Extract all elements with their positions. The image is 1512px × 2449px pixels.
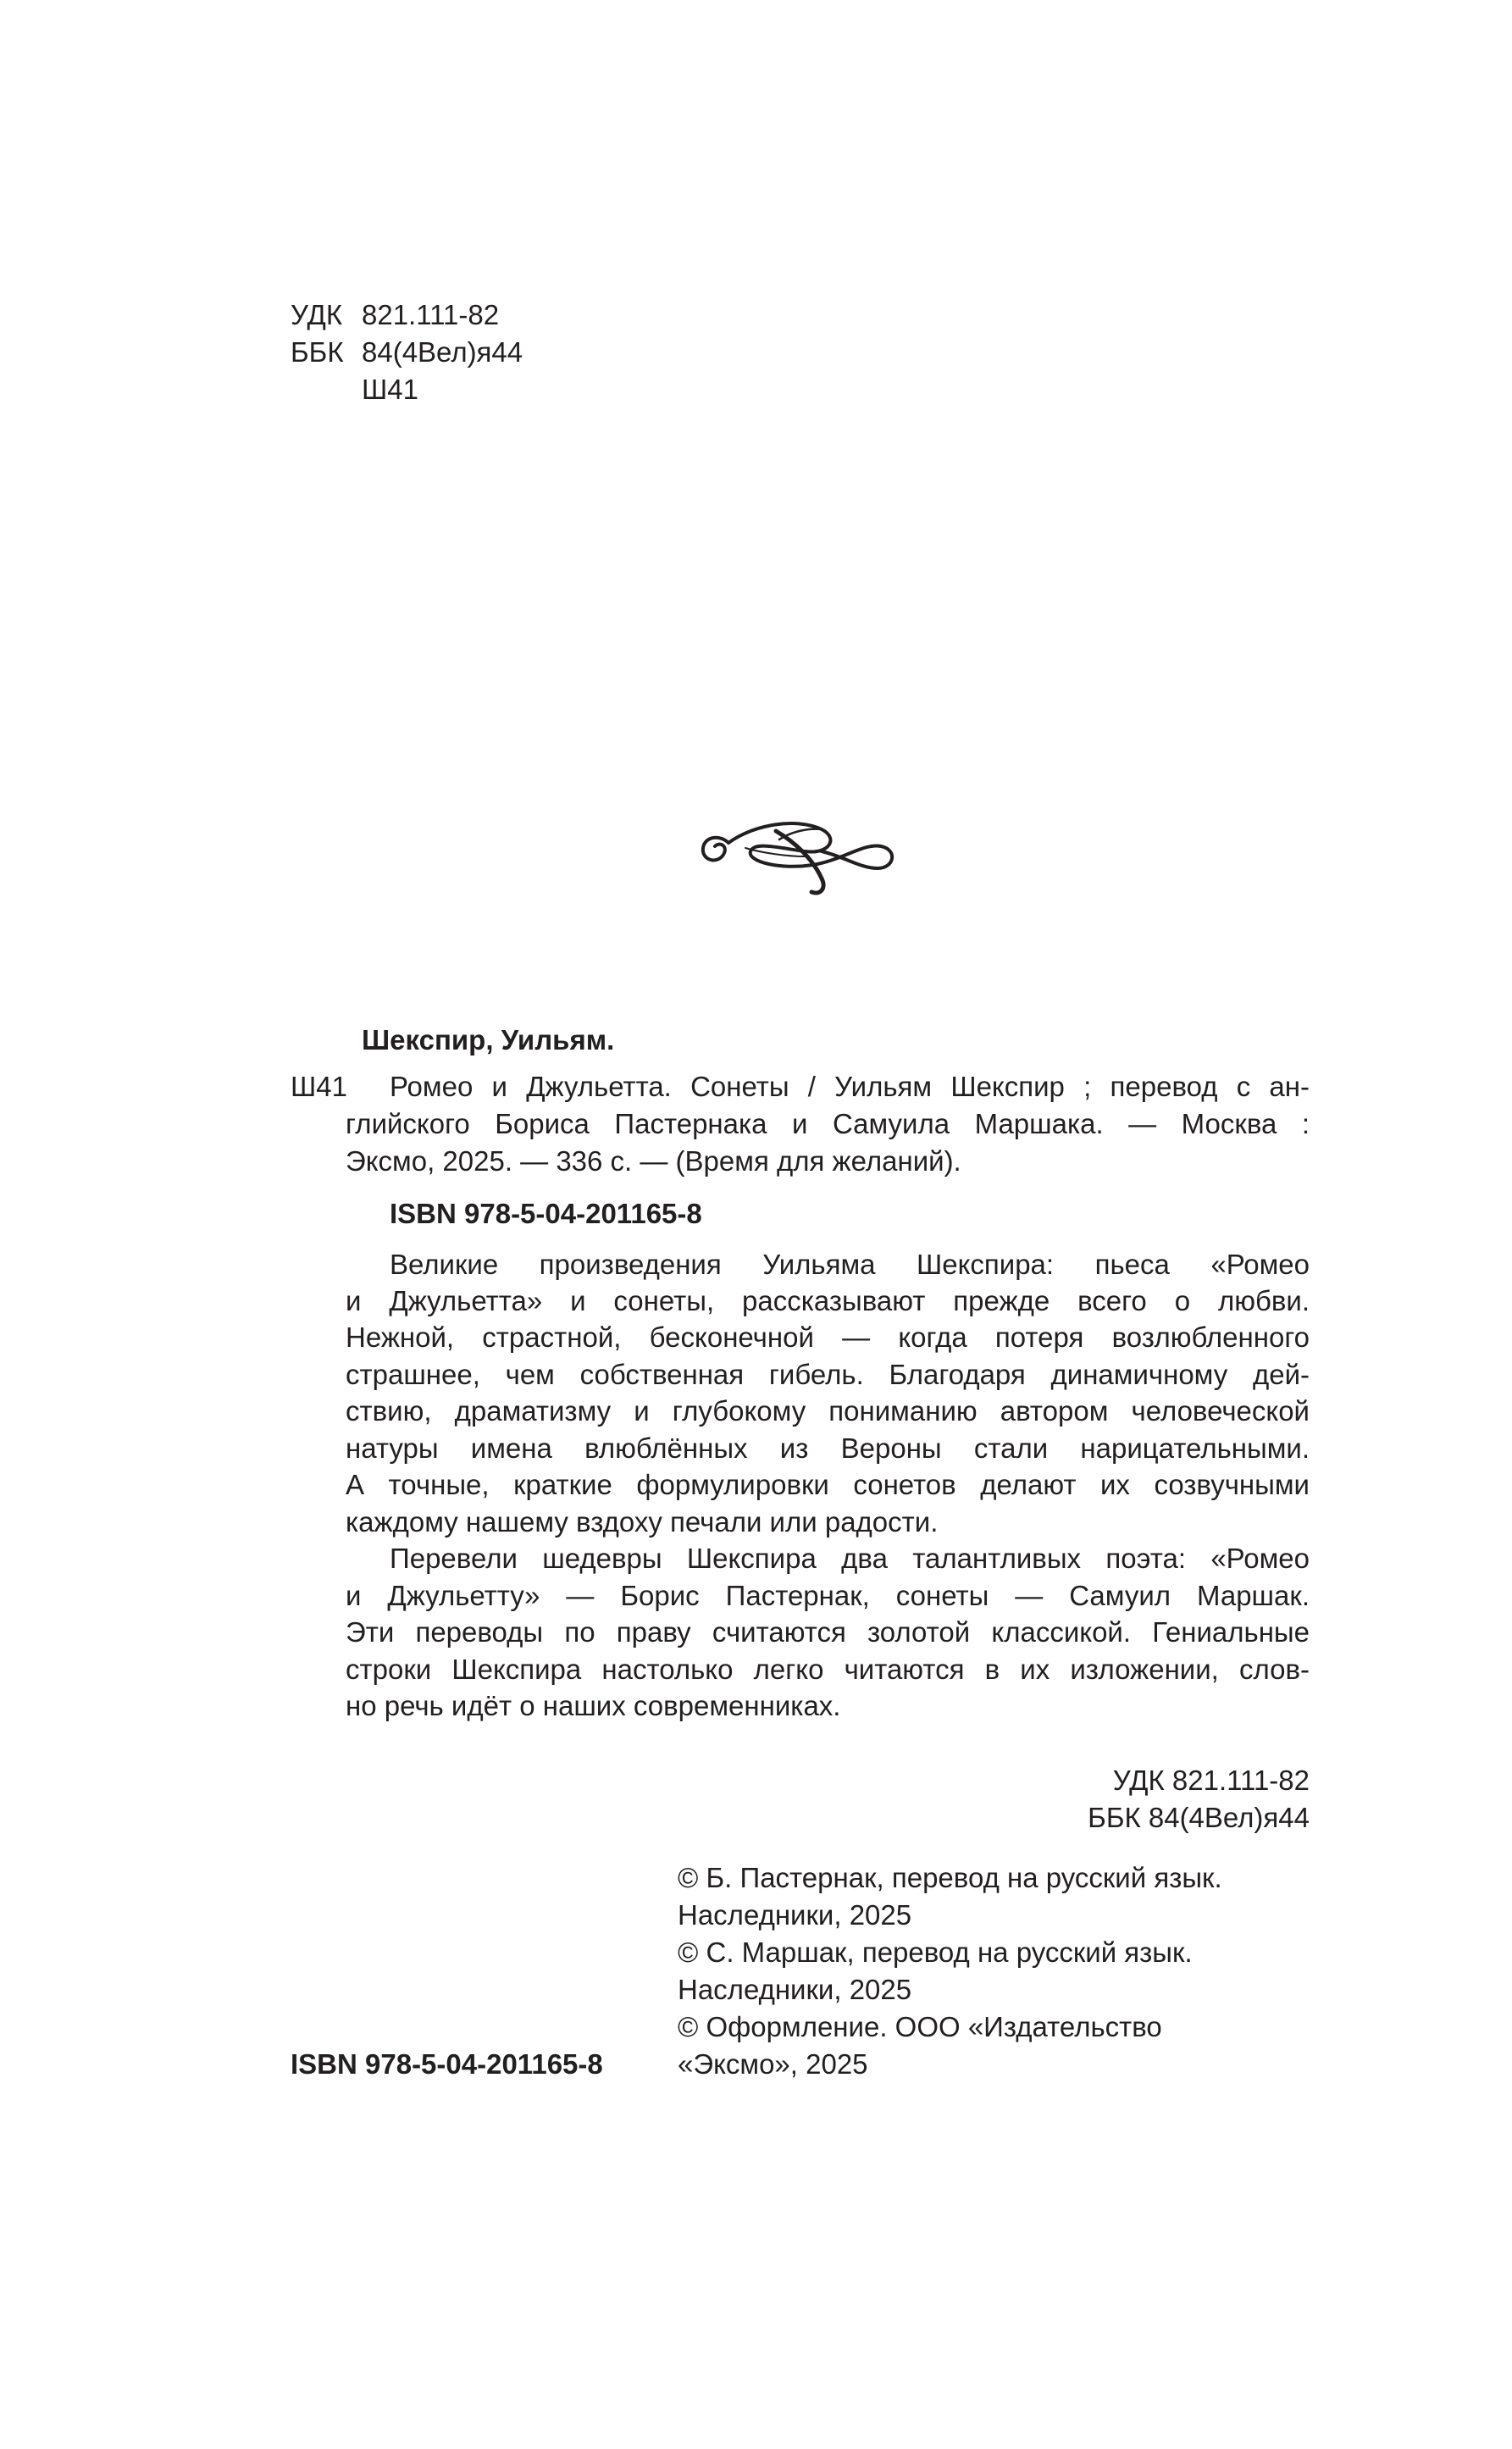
description-line: Ромео и Джульетта. Сонеты / Уильям Шекспир ; перевод с ан- bbox=[390, 1071, 1310, 1102]
description-line: Эксмо, 2025. — 336 с. — (Время для желаний). bbox=[346, 1145, 961, 1177]
footer-bbk: ББК 84(4Вел)я44 bbox=[1088, 1802, 1310, 1833]
copyright-line: © Б. Пастернак, перевод на русский язык. bbox=[678, 1862, 1222, 1893]
annotation-line: строки Шекспира настолько легко читаются в их изложении, слов- bbox=[346, 1654, 1310, 1685]
annotation-line: А точные, краткие формулировки сонетов делают их созвучными bbox=[346, 1469, 1310, 1500]
annotation-line: натуры имена влюблённых из Вероны стали нарицательными. bbox=[346, 1432, 1310, 1464]
author-heading: Шекспир, Уильям. bbox=[362, 1024, 615, 1056]
record-isbn: ISBN 978-5-04-201165-8 bbox=[390, 1198, 702, 1229]
copyright-line: Наследники, 2025 bbox=[678, 1974, 912, 2005]
annotation-line: страшнее, чем собственная гибель. Благодаря динамичному дей- bbox=[346, 1359, 1310, 1390]
annotation-line: каждому нашему вздоху печали или радости. bbox=[346, 1506, 939, 1538]
annotation-line: Нежной, страстной, бесконечной — когда потеря возлюбленного bbox=[346, 1321, 1310, 1353]
copyright-line: «Эксмо», 2025 bbox=[678, 2048, 868, 2080]
annotation-line: Великие произведения Уильяма Шекспира: пьеса «Ромео bbox=[390, 1249, 1310, 1280]
flourish-ornament-icon bbox=[695, 801, 898, 902]
footer-isbn: ISBN 978-5-04-201165-8 bbox=[291, 2048, 603, 2080]
copyright-line: © Оформление. ООО «Издательство bbox=[678, 2011, 1162, 2042]
annotation-line: ствию, драматизму и глубокому пониманию автором человеческой bbox=[346, 1395, 1310, 1427]
description-line: глийского Бориса Пастернака и Самуила Маршака. — Москва : bbox=[346, 1108, 1310, 1139]
annotation-line: и Джульетту» — Борис Пастернак, сонеты — Самуил Маршак. bbox=[346, 1580, 1310, 1611]
author-sign-code: Ш41 bbox=[362, 374, 418, 405]
annotation-line: Эти переводы по праву считаются золотой классикой. Гениальные bbox=[346, 1616, 1310, 1648]
footer-udk: УДК 821.111-82 bbox=[1112, 1765, 1310, 1796]
author-sign-mark: Ш41 bbox=[291, 1071, 347, 1102]
bbk-label: ББК bbox=[291, 336, 344, 368]
copyright-line: © С. Маршак, перевод на русский язык. bbox=[678, 1936, 1193, 1968]
annotation-line: и Джульетта» и сонеты, рассказывают прежде всего о любви. bbox=[346, 1285, 1310, 1316]
udk-value: 821.111-82 bbox=[362, 299, 500, 330]
copyright-line: Наследники, 2025 bbox=[678, 1899, 912, 1931]
annotation-line: но речь идёт о наших современниках. bbox=[346, 1690, 841, 1721]
bbk-value: 84(4Вел)я44 bbox=[362, 336, 523, 368]
udk-label: УДК bbox=[291, 299, 343, 330]
annotation-line: Перевели шедевры Шекспира два талантливых поэта: «Ромео bbox=[390, 1543, 1310, 1574]
